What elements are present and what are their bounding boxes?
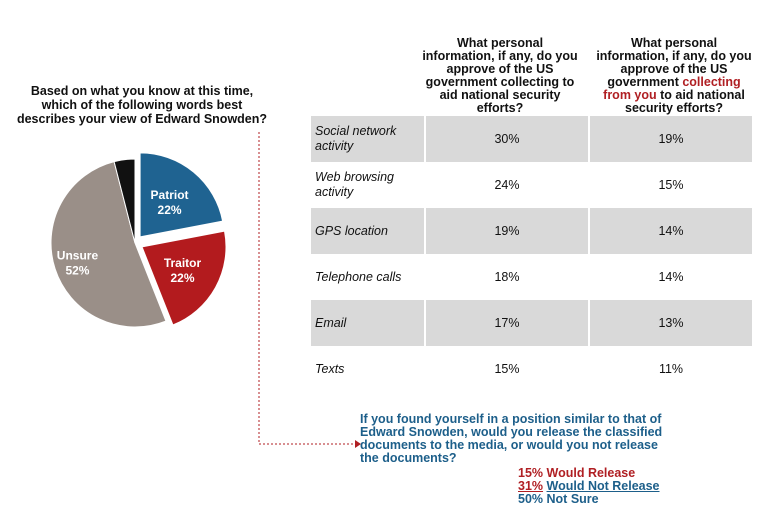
personal-info-table xyxy=(311,116,752,392)
column-header-government: What personal information, if any, do you approve of the US government collecting to aid national security efforts? xyxy=(422,36,578,115)
col2-head-highlight: collecting from you xyxy=(603,75,741,102)
answer-pct: 50% xyxy=(518,492,544,506)
table-row xyxy=(311,346,752,392)
answer-pct: 31% xyxy=(518,479,544,493)
release-documents-question: If you found yourself in a position similar to that of Edward Snowden, would you release the classified documents to the media, or would you not release the documents? xyxy=(360,412,663,465)
release-answers xyxy=(518,467,660,506)
dotted-connector-line xyxy=(257,130,367,450)
row-label: Web browsing activity xyxy=(315,170,394,199)
answer-not-sure xyxy=(518,493,660,506)
answer-label: Would Not Release xyxy=(546,479,660,493)
value-from-you: 14% xyxy=(588,208,752,254)
snowden-view-pie-chart xyxy=(40,148,230,338)
value-from-you: 19% xyxy=(588,116,752,162)
col2-head-after: to aid national security efforts? xyxy=(625,88,745,115)
value-government: 30% xyxy=(424,116,588,162)
row-label: GPS location xyxy=(315,223,388,238)
col2-head-before: What personal information, if any, do you approve of the US government xyxy=(596,36,752,89)
value-government: 17% xyxy=(424,300,588,346)
row-label: Texts xyxy=(315,361,345,376)
answer-pct: 15% xyxy=(518,466,544,480)
value-government: 18% xyxy=(424,254,588,300)
table-row xyxy=(311,208,752,254)
pie-label: Patriot xyxy=(150,188,189,203)
pie-value-label: 22% xyxy=(157,203,182,218)
row-label: Email xyxy=(315,315,347,330)
answer-label: Not Sure xyxy=(546,492,599,506)
table-row xyxy=(311,300,752,346)
value-from-you: 11% xyxy=(588,346,752,392)
value-government: 19% xyxy=(424,208,588,254)
value-government: 24% xyxy=(424,162,588,208)
value-government: 15% xyxy=(424,346,588,392)
value-from-you: 15% xyxy=(588,162,752,208)
pie-label: Unsure xyxy=(56,248,99,263)
table-row xyxy=(311,254,752,300)
row-label: Telephone calls xyxy=(315,269,402,284)
pie-label: Traitor xyxy=(163,256,202,271)
table-row xyxy=(311,162,752,208)
answer-label: Would Release xyxy=(546,466,636,480)
row-label: Social network activity xyxy=(315,124,397,153)
column-header-from-you xyxy=(594,37,754,115)
value-from-you: 13% xyxy=(588,300,752,346)
value-from-you: 14% xyxy=(588,254,752,300)
pie-value-label: 22% xyxy=(170,271,195,286)
pie-value-label: 52% xyxy=(65,263,90,278)
snowden-view-question: Based on what you know at this time, which of the following words best describes your view of Edward Snowden? xyxy=(16,84,268,126)
table-row xyxy=(311,116,752,162)
